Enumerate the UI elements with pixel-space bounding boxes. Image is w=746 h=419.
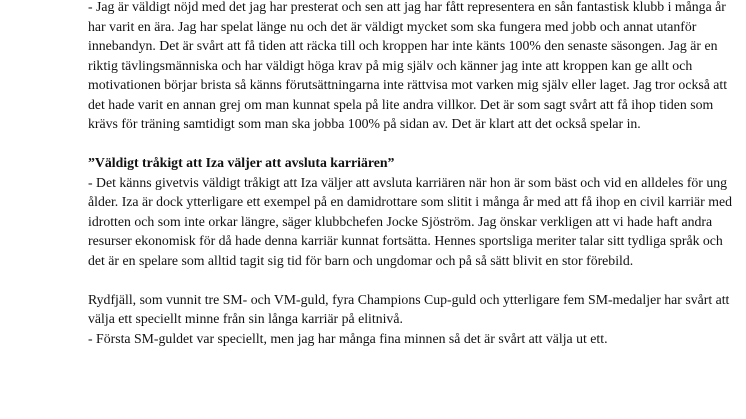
career-paragraph: Rydfjäll, som vunnit tre SM- och VM-guld, fyra Champions Cup-guld och ytterligare fem SM-medaljer har svårt att välja ett speciellt minne från sin långa karriär på elitnivå. bbox=[88, 291, 730, 326]
section-heading: ”Väldigt tråkigt att Iza väljer att avsluta karriären” bbox=[88, 155, 395, 170]
quote-paragraph: - Jag är väldigt nöjd med det jag har presterat och sen att jag har fått representera en sån fantastisk klubb i många år har varit en ära. Jag har spelat länge nu och det är väldigt mycket som ska fungera med jobb och annat utanför innebandyn. Det är svårt att få tiden att räcka till och kroppen har inte känts 100% den senaste säsongen. Jag är en riktig tävlingsmänniska och har väldigt höga krav på mig själv och känner jag inte att kroppen kan ge allt och motivationen börjar brista så känns förutsättningarna inte rättvisa mot varken mig själv eller laget. Jag tror också att det hade varit en annan grej om man kunnat spela på lite andra villkor. Det är som sagt svårt att få ihop tiden som krävs för träning samtidigt som man ska jobba 100% på sidan av. Det är klart att det också spelar in. bbox=[88, 0, 728, 131]
document-page bbox=[88, 0, 738, 348]
club-chief-paragraph: - Det känns givetvis väldigt tråkigt att Iza väljer att avsluta karriären när hon är som bäst och vid en alldeles för ung ålder. Iza är dock ytterligare ett exempel på en damidrottare som slitit i många år med att få ihop en civil karriär med idrotten och som inte orkar längre, säger klubbchefen Jocke Sjöström. Jag önskar verkligen att vi hade haft andra resurser ekonomisk för då hade denna karriär kunnat fortsätta. Hennes sportsliga meriter talar sitt tydliga språk och det är en spelare som alltid tagit sig tid för barn och ungdomar och på så sätt blivit en stor förebild. bbox=[88, 174, 732, 268]
memory-paragraph: - Första SM-guldet var speciellt, men jag har många fina minnen så det är svårt att välja ut ett. bbox=[88, 330, 608, 346]
paragraph-spacer bbox=[88, 134, 738, 154]
paragraph-spacer bbox=[88, 270, 738, 290]
